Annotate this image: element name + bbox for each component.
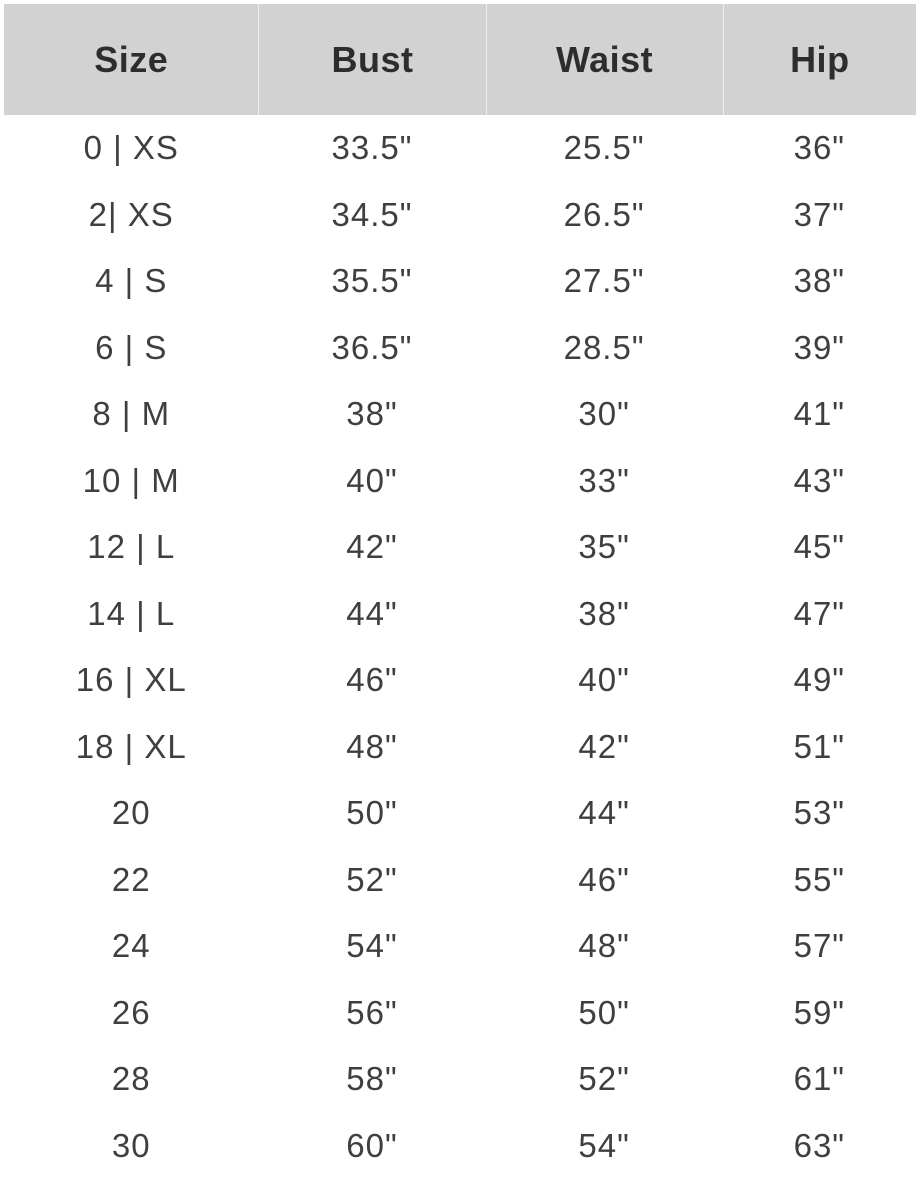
cell-waist: 35": [578, 528, 630, 566]
cell-bust: 33.5": [331, 129, 413, 167]
table-row: [4, 182, 916, 249]
cell-hip: 61": [793, 1060, 846, 1098]
table-row: [4, 514, 916, 581]
table-row: [4, 780, 916, 847]
header-row: [4, 4, 916, 115]
cell-size: 0 | XS: [83, 129, 179, 167]
cell-bust: 60": [346, 1126, 398, 1164]
cell-waist: 54": [578, 1126, 630, 1164]
cell-hip: 55": [793, 860, 846, 898]
cell-bust: 40": [346, 461, 398, 499]
cell-waist: 46": [578, 860, 630, 898]
cell-size: 22: [111, 860, 151, 898]
size-chart-table: [4, 4, 916, 1179]
cell-waist: 48": [578, 927, 630, 965]
table-row: [4, 1046, 916, 1113]
cell-size: 10 | M: [82, 461, 180, 499]
cell-hip: 53": [793, 794, 846, 832]
column-header-waist: Waist: [486, 4, 723, 115]
cell-waist: 44": [578, 794, 630, 832]
cell-hip: 41": [793, 395, 846, 433]
table-row: [4, 647, 916, 714]
table-row: [4, 913, 916, 980]
table-row: [4, 381, 916, 448]
cell-hip: 49": [793, 661, 846, 699]
cell-waist: 27.5": [563, 262, 645, 300]
cell-waist: 26.5": [563, 195, 645, 233]
cell-size: 16 | XL: [75, 661, 187, 699]
table-row: [4, 847, 916, 914]
table-row: [4, 248, 916, 315]
cell-size: 12 | L: [87, 528, 176, 566]
cell-waist: 30": [578, 395, 630, 433]
table-row: [4, 115, 916, 182]
cell-bust: 52": [346, 860, 398, 898]
table-body: [4, 115, 916, 1179]
table-header: [4, 4, 916, 115]
cell-bust: 44": [346, 594, 398, 632]
cell-size: 2| XS: [88, 195, 174, 233]
cell-waist: 50": [578, 993, 630, 1031]
cell-bust: 35.5": [331, 262, 413, 300]
cell-hip: 37": [793, 195, 846, 233]
cell-size: 28: [111, 1060, 151, 1098]
cell-hip: 36": [793, 129, 846, 167]
cell-bust: 58": [346, 1060, 398, 1098]
column-header-hip: Hip: [723, 4, 916, 115]
cell-bust: 38": [346, 395, 398, 433]
cell-size: 20: [111, 794, 151, 832]
table-row: [4, 980, 916, 1047]
cell-hip: 59": [793, 993, 846, 1031]
cell-bust: 36.5": [331, 328, 413, 366]
table-row: [4, 1113, 916, 1180]
cell-hip: 45": [793, 528, 846, 566]
cell-size: 4 | S: [95, 262, 168, 300]
cell-bust: 46": [346, 661, 398, 699]
cell-bust: 50": [346, 794, 398, 832]
cell-waist: 38": [578, 594, 630, 632]
cell-size: 18 | XL: [75, 727, 187, 765]
cell-bust: 34.5": [331, 195, 413, 233]
cell-size: 8 | M: [92, 395, 171, 433]
cell-waist: 28.5": [563, 328, 645, 366]
cell-hip: 57": [793, 927, 846, 965]
cell-hip: 39": [793, 328, 846, 366]
column-header-bust: Bust: [258, 4, 485, 115]
cell-waist: 52": [578, 1060, 630, 1098]
cell-waist: 40": [578, 661, 630, 699]
cell-size: 14 | L: [87, 594, 176, 632]
cell-bust: 56": [346, 993, 398, 1031]
cell-size: 30: [111, 1126, 151, 1164]
cell-hip: 47": [793, 594, 846, 632]
cell-waist: 25.5": [563, 129, 645, 167]
table-row: [4, 315, 916, 382]
table-row: [4, 448, 916, 515]
cell-hip: 51": [793, 727, 846, 765]
cell-bust: 48": [346, 727, 398, 765]
table-row: [4, 581, 916, 648]
cell-hip: 38": [793, 262, 846, 300]
cell-bust: 54": [346, 927, 398, 965]
cell-bust: 42": [346, 528, 398, 566]
cell-size: 26: [111, 993, 151, 1031]
cell-hip: 43": [793, 461, 846, 499]
column-header-size: Size: [4, 4, 258, 115]
cell-waist: 42": [578, 727, 630, 765]
table-row: [4, 714, 916, 781]
cell-size: 6 | S: [95, 328, 168, 366]
cell-hip: 63": [793, 1126, 846, 1164]
cell-size: 24: [111, 927, 151, 965]
cell-waist: 33": [578, 461, 630, 499]
